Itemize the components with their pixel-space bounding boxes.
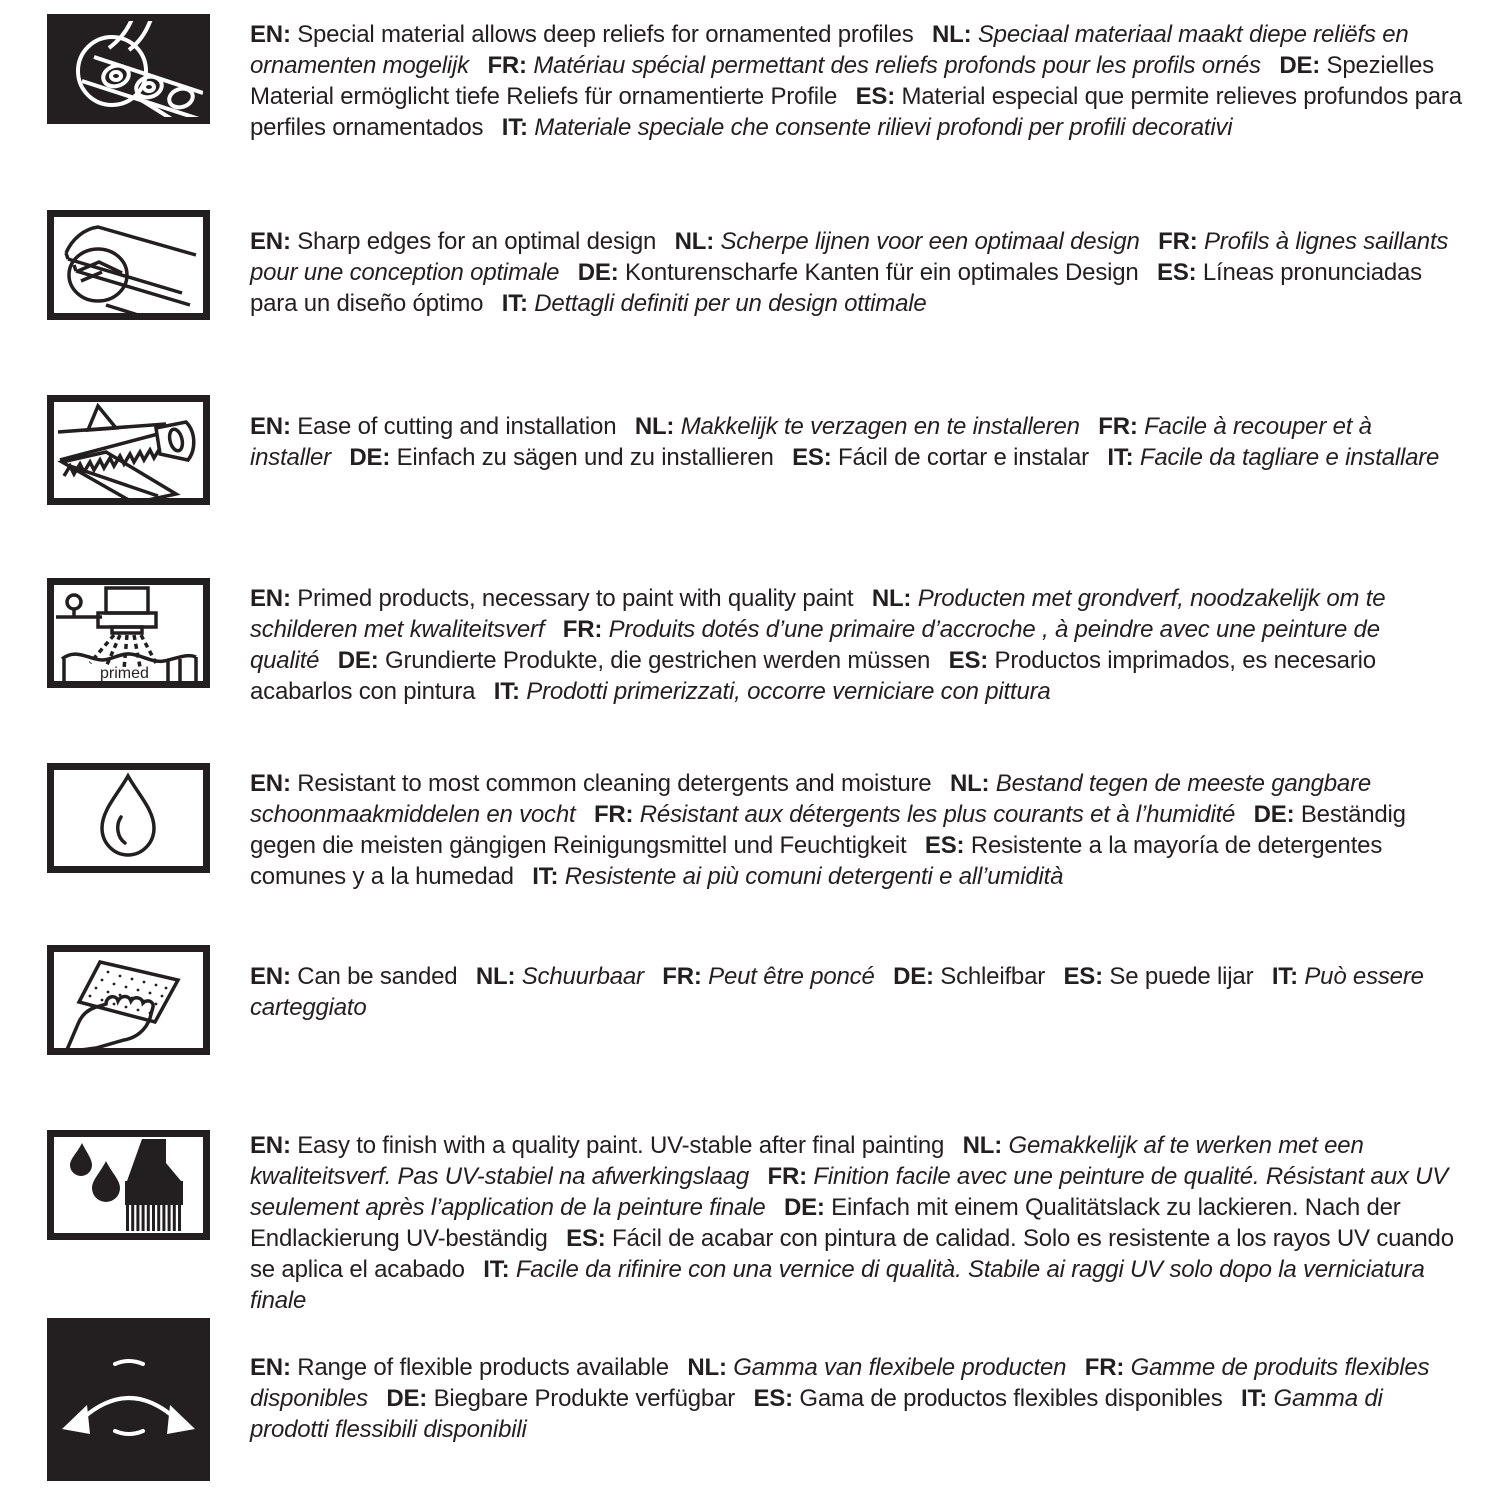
lang-text: Facile da tagliare e installare (1139, 444, 1440, 471)
lang-segment-it (502, 114, 1233, 141)
lang-text: Líneas pronunciadas para un diseño óptimo (250, 259, 1422, 317)
icon-graphic (54, 402, 203, 498)
lang-label: NL: (932, 21, 972, 48)
lang-label: EN: (250, 1132, 291, 1159)
lang-text: Speciaal materiaal maakt diepe reliëfs en ornamenten mogelijk (250, 21, 1409, 79)
deep-relief-icon (47, 14, 210, 124)
lang-label: IT: (483, 1256, 510, 1283)
lang-segment-en (250, 770, 931, 797)
lang-text: Easy to finish with a quality paint. UV-stable after final painting (297, 1132, 945, 1159)
lang-label: FR: (662, 963, 702, 990)
feature-row-primed (47, 578, 1465, 763)
lang-label: EN: (250, 413, 291, 440)
lang-label: NL: (962, 1132, 1003, 1159)
lang-text: Schuurbaar (521, 963, 644, 990)
lang-text: Material especial que permite relieves profundos para perfiles ornamentados (250, 83, 1462, 141)
feature-row-flexible (47, 1318, 1465, 1481)
feature-text (250, 1352, 1465, 1445)
lang-label: DE: (783, 1194, 825, 1221)
lang-text: Peut être poncé (708, 963, 875, 990)
lang-segment-es (754, 1385, 1223, 1412)
lang-label: DE: (1279, 52, 1321, 79)
lang-text: Facile da rifinire con una vernice di qualità. Stabile ai raggi UV solo dopo la verniciatura finale (250, 1256, 1425, 1314)
lang-text: Profils à lignes saillants pour une conception optimale (250, 228, 1449, 286)
lang-text: Gamme de produits flexibles disponibles (250, 1354, 1430, 1412)
feature-row-moisture (47, 763, 1465, 945)
lang-label: ES: (566, 1225, 606, 1252)
lang-label: FR: (593, 801, 634, 828)
lang-text: Einfach mit einem Qualitätslack zu lackieren. Nach der Endlackierung UV-beständig (250, 1194, 1401, 1252)
lang-label: IT: (501, 114, 528, 141)
water-drop-icon (47, 763, 210, 873)
lang-label: EN: (250, 228, 291, 255)
lang-segment-de (338, 647, 930, 674)
lang-text: Resistente a la mayoría de detergentes comunes y a la humedad (250, 832, 1383, 890)
lang-label: FR: (1098, 413, 1138, 440)
lang-segment-es (792, 444, 1089, 471)
lang-text: Gemakkelijk af te werken met een kwaliteitsverf. Pas UV-stabiel na afwerkingslaag (250, 1132, 1364, 1190)
lang-text: Primed products, necessary to paint with quality paint (297, 585, 854, 612)
lang-label: EN: (250, 585, 291, 612)
lang-label: EN: (250, 963, 291, 990)
lang-text: Résistant aux détergents les plus courants et à l’humidité (639, 801, 1236, 828)
lang-segment-en (250, 413, 616, 440)
primed-label: primed (100, 665, 149, 681)
icon-graphic (54, 770, 203, 866)
lang-text: Resistente ai più comuni detergenti e all’umidità (564, 863, 1064, 890)
feature-text (250, 19, 1465, 143)
icon-graphic (54, 1137, 203, 1233)
lang-text: Biegbare Produkte verfügbar (433, 1385, 736, 1412)
saw-cutting-icon (47, 395, 210, 505)
lang-label: DE: (577, 259, 619, 286)
lang-label: ES: (792, 444, 832, 471)
lang-segment-fr (487, 52, 1260, 79)
lang-label: DE: (386, 1385, 428, 1412)
lang-segment-en (250, 21, 914, 48)
lang-segment-en (250, 1354, 669, 1381)
lang-label: NL: (634, 413, 675, 440)
lang-text: Fácil de cortar e instalar (837, 444, 1089, 471)
lang-segment-de (893, 963, 1045, 990)
lang-label: IT: (532, 863, 559, 890)
lang-segment-it (532, 863, 1063, 890)
feature-text (250, 583, 1465, 707)
lang-segment-es (1064, 963, 1254, 990)
lang-text: Beständig gegen die meisten gängigen Reinigungsmittel und Feuchtigkeit (250, 801, 1406, 859)
feature-text (250, 226, 1465, 319)
lang-label: NL: (687, 1354, 727, 1381)
lang-label: NL: (871, 585, 912, 612)
lang-label: NL: (475, 963, 516, 990)
lang-segment-nl (635, 413, 1080, 440)
feature-text (250, 411, 1465, 473)
lang-text: Prodotti primerizzati, occorre verniciare con pittura (526, 678, 1051, 705)
lang-text: Can be sanded (297, 963, 458, 990)
lang-text: Fácil de acabar con pintura de calidad. Solo es resistente a los rayos UV cuando se aplica el acabado (250, 1225, 1454, 1283)
lang-text: Konturenscharfe Kanten für ein optimales Design (624, 259, 1139, 286)
lang-segment-en (250, 963, 457, 990)
lang-segment-en (250, 228, 656, 255)
lang-text: Range of flexible products available (297, 1354, 669, 1381)
lang-segment-it (1107, 444, 1439, 471)
lang-label: ES: (1063, 963, 1103, 990)
lang-text: Facile à recouper et à installer (250, 413, 1372, 471)
icon-graphic (54, 21, 203, 117)
lang-label: IT: (1240, 1385, 1268, 1412)
lang-text: Special material allows deep reliefs for ornamented profiles (297, 21, 914, 48)
icon-graphic (54, 1325, 203, 1474)
flex-arrow-icon (47, 1318, 210, 1481)
lang-segment-nl (476, 963, 644, 990)
lang-segment-fr (662, 963, 874, 990)
icon-graphic (54, 952, 203, 1048)
lang-text: Producten met grondverf, noodzakelijk om te schilderen met kwaliteitsverf (250, 585, 1386, 643)
lang-label: DE: (337, 647, 379, 674)
lang-label: NL: (949, 770, 990, 797)
icon-graphic (54, 585, 203, 681)
lang-label: ES: (855, 83, 896, 110)
lang-label: DE: (893, 963, 934, 990)
lang-text: Materiale speciale che consente rilievi profondi per profili decorativi (534, 114, 1233, 141)
lang-segment-en (250, 585, 853, 612)
lang-text: Produits dotés d’une primaire d’accroche , à peindre avec une peinture de qualité (250, 616, 1380, 674)
lang-label: FR: (767, 1163, 807, 1190)
lang-text: Se puede lijar (1109, 963, 1254, 990)
lang-label: IT: (493, 678, 520, 705)
lang-segment-it (502, 290, 927, 317)
lang-segment-de (349, 444, 773, 471)
lang-text: Schleifbar (940, 963, 1046, 990)
lang-text: Scherpe lijnen voor een optimaal design (720, 228, 1140, 255)
lang-label: IT: (1107, 444, 1134, 471)
lang-segment-it (494, 678, 1051, 705)
lang-segment-de (386, 1385, 735, 1412)
lang-text: Productos imprimados, es necesario acabarlos con pintura (250, 647, 1376, 705)
lang-text: Dettagli definiti per un design ottimale (534, 290, 927, 317)
lang-label: FR: (562, 616, 603, 643)
lang-text: Sharp edges for an optimal design (297, 228, 657, 255)
icon-graphic (54, 217, 203, 313)
sanding-hand-icon (47, 945, 210, 1055)
feature-row-sharp-edges (47, 210, 1465, 395)
feature-text (250, 768, 1465, 892)
lang-text: Grundierte Produkte, die gestrichen werden müssen (385, 647, 931, 674)
paint-drops-brush-icon (47, 1130, 210, 1240)
lang-text: Può essere carteggiato (250, 963, 1424, 1021)
feature-text (250, 961, 1465, 1023)
lang-segment-fr (594, 801, 1235, 828)
lang-text: Gamma di prodotti flessibili disponibili (250, 1385, 1383, 1443)
lang-text: Makkelijk te verzagen en te installeren (680, 413, 1080, 440)
lang-segment-nl (687, 1354, 1066, 1381)
lang-segment-de (578, 259, 1139, 286)
lang-segment-nl (675, 228, 1140, 255)
feature-row-deep-relief (47, 14, 1465, 210)
lang-label: DE: (349, 444, 391, 471)
lang-label: ES: (948, 647, 989, 674)
lang-text: Resistant to most common cleaning detergents and moisture (297, 770, 932, 797)
lang-segment-en (250, 1132, 944, 1159)
lang-text: Ease of cutting and installation (297, 413, 617, 440)
lang-text: Gama de productos flexibles disponibles (799, 1385, 1223, 1412)
lang-label: IT: (1271, 963, 1298, 990)
lang-label: FR: (1158, 228, 1198, 255)
feature-row-easy-cutting (47, 395, 1465, 578)
lang-label: EN: (250, 770, 291, 797)
lang-label: FR: (1084, 1354, 1125, 1381)
sharp-edges-icon (47, 210, 210, 320)
feature-row-paintable (47, 1130, 1465, 1318)
primer-spray-icon (47, 578, 210, 688)
lang-text: Finition facile avec une peinture de qualité. Résistant aux UV seulement après l’application de la peinture finale (250, 1163, 1449, 1221)
lang-label: IT: (501, 290, 528, 317)
lang-label: ES: (924, 832, 965, 859)
lang-label: NL: (674, 228, 715, 255)
lang-label: ES: (1157, 259, 1197, 286)
lang-label: FR: (487, 52, 527, 79)
lang-text: Einfach zu sägen und zu installieren (396, 444, 774, 471)
lang-label: EN: (250, 21, 291, 48)
lang-label: ES: (753, 1385, 793, 1412)
feature-row-sandable (47, 945, 1465, 1130)
lang-text: Gamma van flexibele producten (733, 1354, 1067, 1381)
feature-text (250, 1130, 1465, 1316)
lang-label: EN: (250, 1354, 291, 1381)
lang-text: Bestand tegen de meeste gangbare schoonmaakmiddelen en vocht (250, 770, 1372, 828)
lang-text: Matériau spécial permettant des reliefs profonds pour les profils ornés (533, 52, 1261, 79)
lang-label: DE: (1253, 801, 1295, 828)
lang-text: Spezielles Material ermöglicht tiefe Reliefs für ornamentierte Profile (250, 52, 1434, 110)
